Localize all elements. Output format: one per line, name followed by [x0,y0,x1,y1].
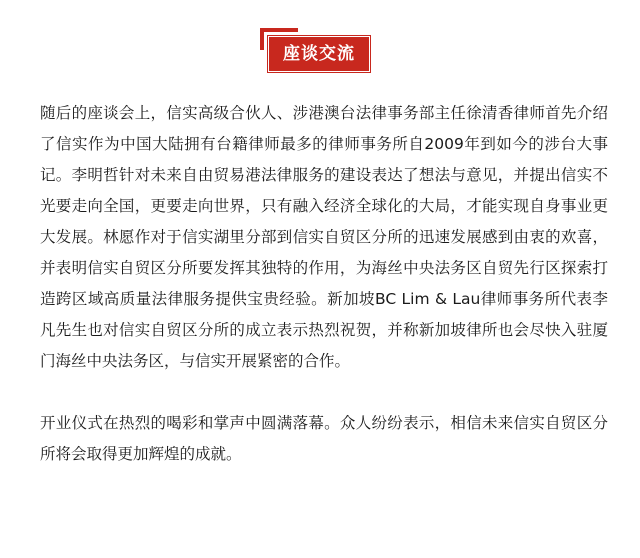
paragraph-symposium: 随后的座谈会上，信实高级合伙人、涉港澳台法律事务部主任徐清香律师首先介绍了信实作为中国大陆拥有台籍律师最多的律师事务所自2009年到如今的涉台大事记。李明哲针对未来自由贸易港法律服务的建设表达了想法与意见，并提出信实不光要走向全国，更要走向世界，只有融入经济全球化的大局，才能实现自身事业更大发展。林愿作对于信实湖里分部到信实自贸区分所的迅速发展感到由衷的欢喜，并表明信实自贸区分所要发挥其独特的作用，为海丝中央法务区自贸先行区探索打造跨区域高质量法律服务提供宝贵经验。新加坡BC Lim & Lau律师事务所代表李凡先生也对信实自贸区分所的成立表示热烈祝贺，并称新加坡律所也会尽快入驻厦门海丝中央法务区，与信实开展紧密的合作。 [40,104,608,370]
paragraph-closing: 开业仪式在热烈的喝彩和掌声中圆满落幕。众人纷纷表示，相信未来信实自贸区分所将会取得更加辉煌的成就。 [40,414,608,463]
section-title: 座谈交流 [268,36,370,72]
section-header [260,28,370,76]
article-body [40,98,608,470]
